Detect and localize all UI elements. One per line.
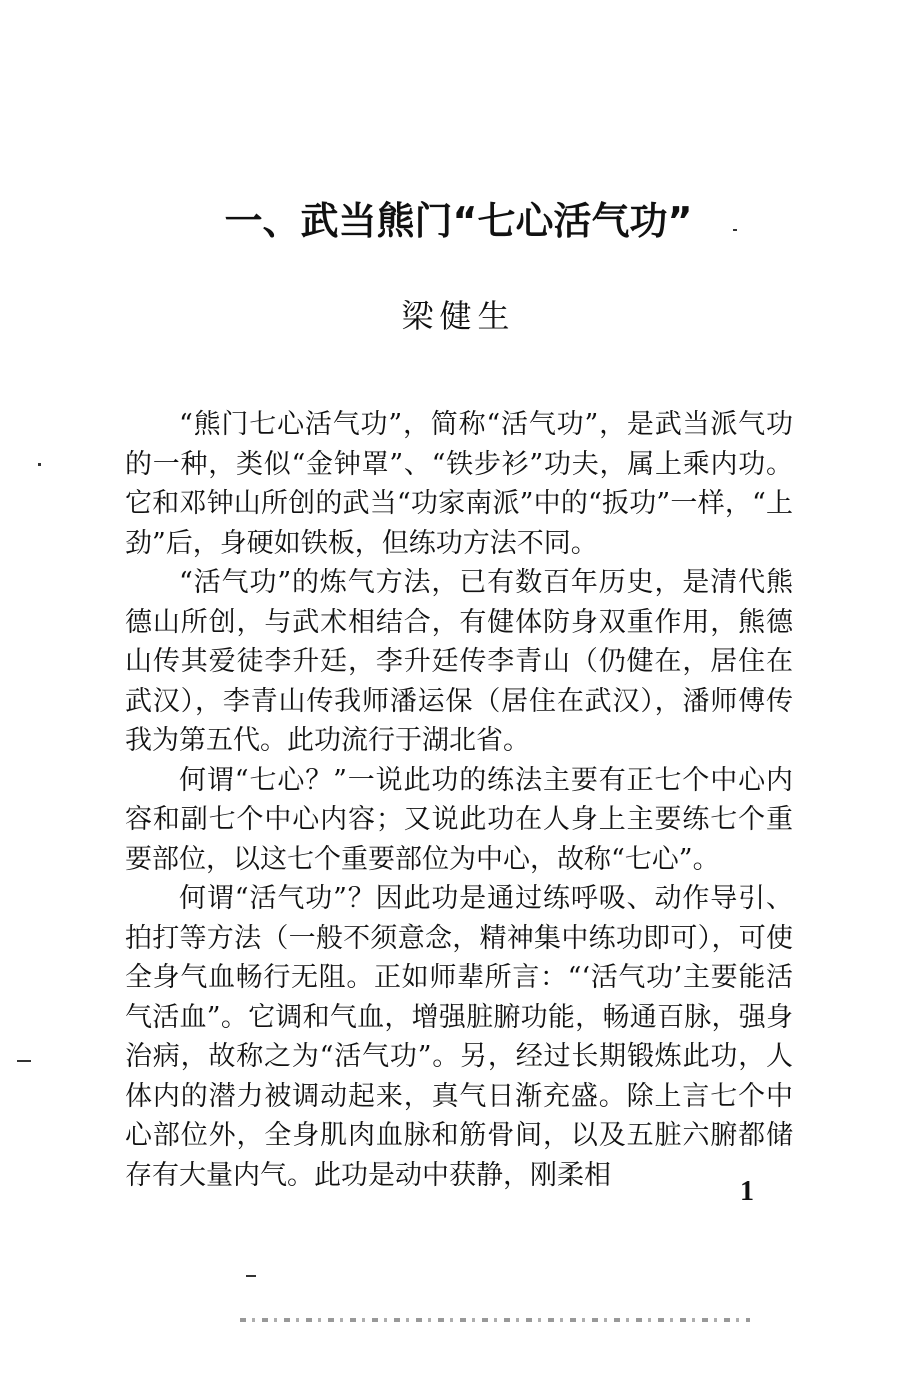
page-number: 1 <box>740 1176 754 1207</box>
author-name: 梁健生 <box>401 297 516 335</box>
chapter-title: 一、武当熊门“七心活气功” <box>224 199 693 243</box>
body-text <box>125 405 793 1195</box>
scan-speck <box>17 1060 31 1062</box>
scan-speck <box>38 463 41 466</box>
paragraph: “熊门七心活气功”，简称“活气功”，是武当派气功的一种，类似“金钟罩”、“铁步衫”功夫，属上乘内功。它和邓钟山所创的武当“功家南派”中的“扳功”一样，“上劲”后，身硬如铁板，但练功方法不同。 <box>125 409 793 559</box>
paragraph: “活气功”的炼气方法，已有数百年历史，是清代熊德山所创，与武术相结合，有健体防身双重作用，熊德山传其爱徒李升廷，李升廷传李青山（仍健在，居住在武汉），李青山传我师潘运保（居住在武汉），潘师傅传我为第五代。此功流行于湖北省。 <box>125 567 793 756</box>
scan-noise <box>240 1318 750 1322</box>
scan-speck <box>246 1275 256 1277</box>
scan-speck <box>733 229 737 231</box>
paragraph: 何谓“活气功”？因此功是通过练呼吸、动作导引、拍打等方法（一般不须意念，精神集中练功即可），可使全身气血畅行无阻。正如师辈所言：“‘活气功’主要能活气活血”。它调和气血，增强脏腑功能，畅通百脉，强身治病，故称之为“活气功”。另，经过长期锻炼此功，人体内的潜力被调动起来，真气日渐充盛。除上言七个中心部位外，全身肌肉血脉和筋骨间，以及五脏六腑都储存有大量内气。此功是动中获静，刚柔相 <box>125 883 793 1191</box>
paragraph: 何谓“七心？”一说此功的练法主要有正七个中心内容和副七个中心内容；又说此功在人身上主要练七个重要部位，以这七个重要部位为中心，故称“七心”。 <box>125 764 793 875</box>
